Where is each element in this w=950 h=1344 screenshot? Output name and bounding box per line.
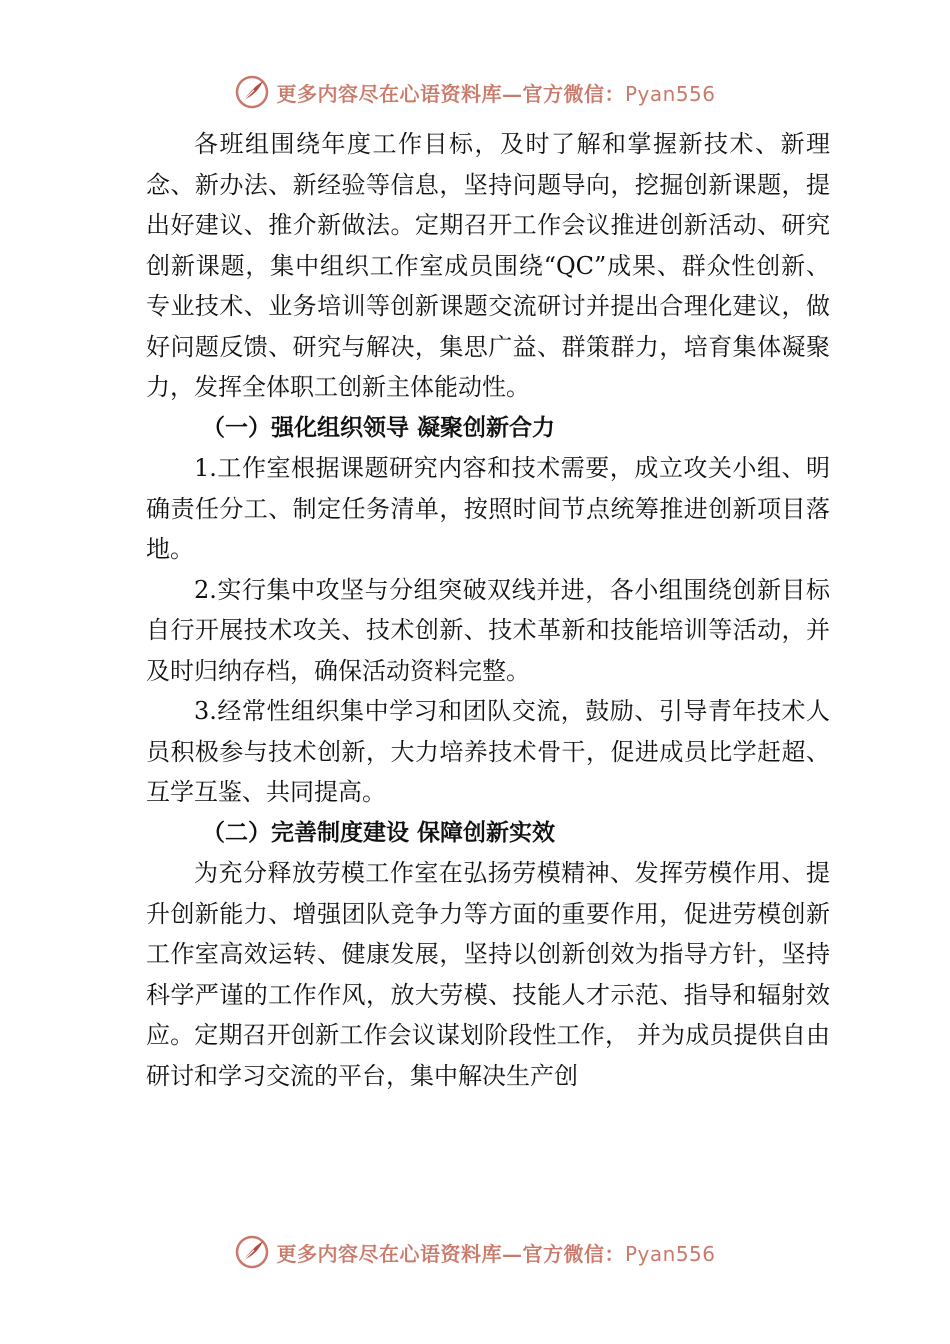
feather-quill-seal-icon: [234, 1234, 270, 1270]
watermark-text: 更多内容尽在心语资料库—官方微信：Pyan556: [276, 81, 716, 106]
section2-paragraph: 为充分释放劳模工作室在弘扬劳模精神、发挥劳模作用、提升创新能力、增强团队竞争力等方面的重要作用，促进劳模创新工作室高效运转、健康发展，坚持以创新创效为指导方针，坚持科学严谨的工作作风，放大劳模、技能人才示范、指导和辐射效应。定期召开创新工作会议谋划阶段性工作， 并为成员提供自由研讨和学习交流的平台，集中解决生产创: [146, 859, 830, 1090]
list-item: 3.经常性组织集中学习和团队交流，鼓励、引导青年技术人员积极参与技术创新，大力培养技术骨干，促进成员比学赶超、互学互鉴、共同提高。: [146, 697, 830, 806]
feather-quill-seal-icon: [234, 74, 270, 110]
intro-paragraph: 各班组围绕年度工作目标，及时了解和掌握新技术、新理念、新办法、新经验等信息，坚持问题导向，挖掘创新课题，提出好建议、推介新做法。定期召开工作会议推进创新活动、研究创新课题，集中组织工作室成员围绕“QC”成果、群众性创新、专业技术、业务培训等创新课题交流研讨并提出合理化建议，做好问题反馈、研究与解决，集思广益、群策群力，培育集体凝聚力，发挥全体职工创新主体能动性。: [146, 130, 830, 401]
list-item: 2.实行集中攻坚与分组突破双线并进，各小组围绕创新目标自行开展技术攻关、技术创新、技术革新和技能培训等活动，并及时归纳存档，确保活动资料完整。: [146, 575, 830, 685]
watermark-text: 更多内容尽在心语资料库—官方微信：Pyan556: [276, 1241, 716, 1266]
document-body: [146, 124, 830, 1096]
footer-watermark: [0, 1232, 950, 1272]
section-heading-1: （一）强化组织领导 凝聚创新合力: [202, 414, 556, 441]
section-heading-2: （二）完善制度建设 保障创新实效: [202, 819, 556, 846]
header-watermark: [0, 72, 950, 112]
list-item: 1.工作室根据课题研究内容和技术需要，成立攻关小组、明确责任分工、制定任务清单，按照时间节点统筹推进创新项目落地。: [146, 454, 830, 563]
